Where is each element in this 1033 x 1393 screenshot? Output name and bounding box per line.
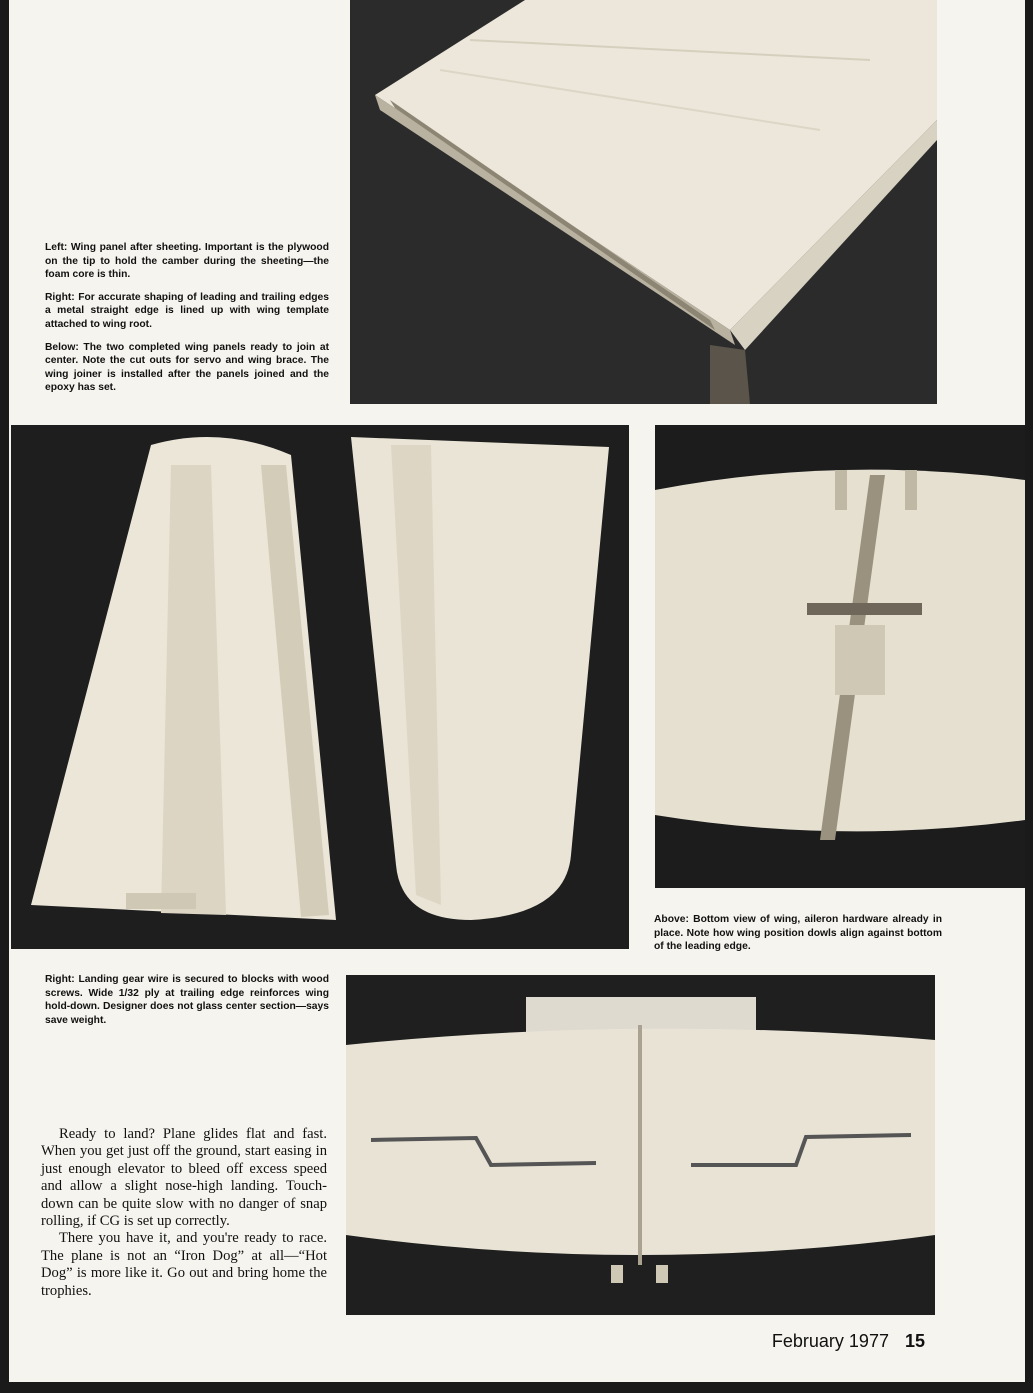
photo-wing-bottom-view — [655, 425, 1025, 888]
photo-wing-panel-sheeting — [350, 0, 937, 404]
caption-left: Left: Wing panel after sheeting. Important is the plywood on the tip to hold the camber during the sheeting—the foam core is thin. — [45, 242, 329, 281]
page-number: 15 — [904, 1331, 925, 1351]
body-paragraph-conclusion: There you have it, and you're ready to race. The plane is not an “Iron Dog” at all—“Hot Dog” is more like it. Go out and bring home the trophies. — [41, 1230, 327, 1299]
photo-landing-gear — [346, 975, 935, 1315]
wing-bottom-illustration — [655, 425, 1025, 888]
caption-right: Right: For accurate shaping of leading and trailing edges a metal straight edge is lined up with wing template attached to wing root. — [45, 291, 329, 330]
caption-top-left — [45, 241, 329, 404]
wing-panel-illustration — [350, 0, 937, 404]
magazine-page — [9, 0, 1025, 1382]
caption-landing-gear: Right: Landing gear wire is secured to blocks with wood screws. Wide 1/32 ply at trailing edge reinforces wing hold-down. Designer does not glass center section—says save weight. — [45, 974, 329, 1026]
photo-two-wing-panels — [11, 425, 629, 949]
body-paragraph-landing: Ready to land? Plane glides flat and fast. When you get just off the ground, start easing in just enough elevator to bleed off excess speed and allow a slight nose-high landing. Touch-down can be quite slow with no danger of snap rolling, if CG is set up correctly. — [41, 1126, 327, 1230]
article-body — [41, 1126, 327, 1300]
caption-below: Below: The two completed wing panels ready to join at center. Note the cut outs for servo and wing brace. The wing joiner is installed after the panels joined and the epoxy has set. — [45, 341, 329, 394]
issue-date: February 1977 — [771, 1331, 889, 1351]
caption-above: Above: Bottom view of wing, aileron hardware already in place. Note how wing position dowls align against bottom of the leading edge. — [654, 914, 942, 953]
two-panels-illustration — [11, 425, 629, 949]
landing-gear-illustration — [346, 975, 935, 1315]
page-footer — [772, 1331, 925, 1352]
